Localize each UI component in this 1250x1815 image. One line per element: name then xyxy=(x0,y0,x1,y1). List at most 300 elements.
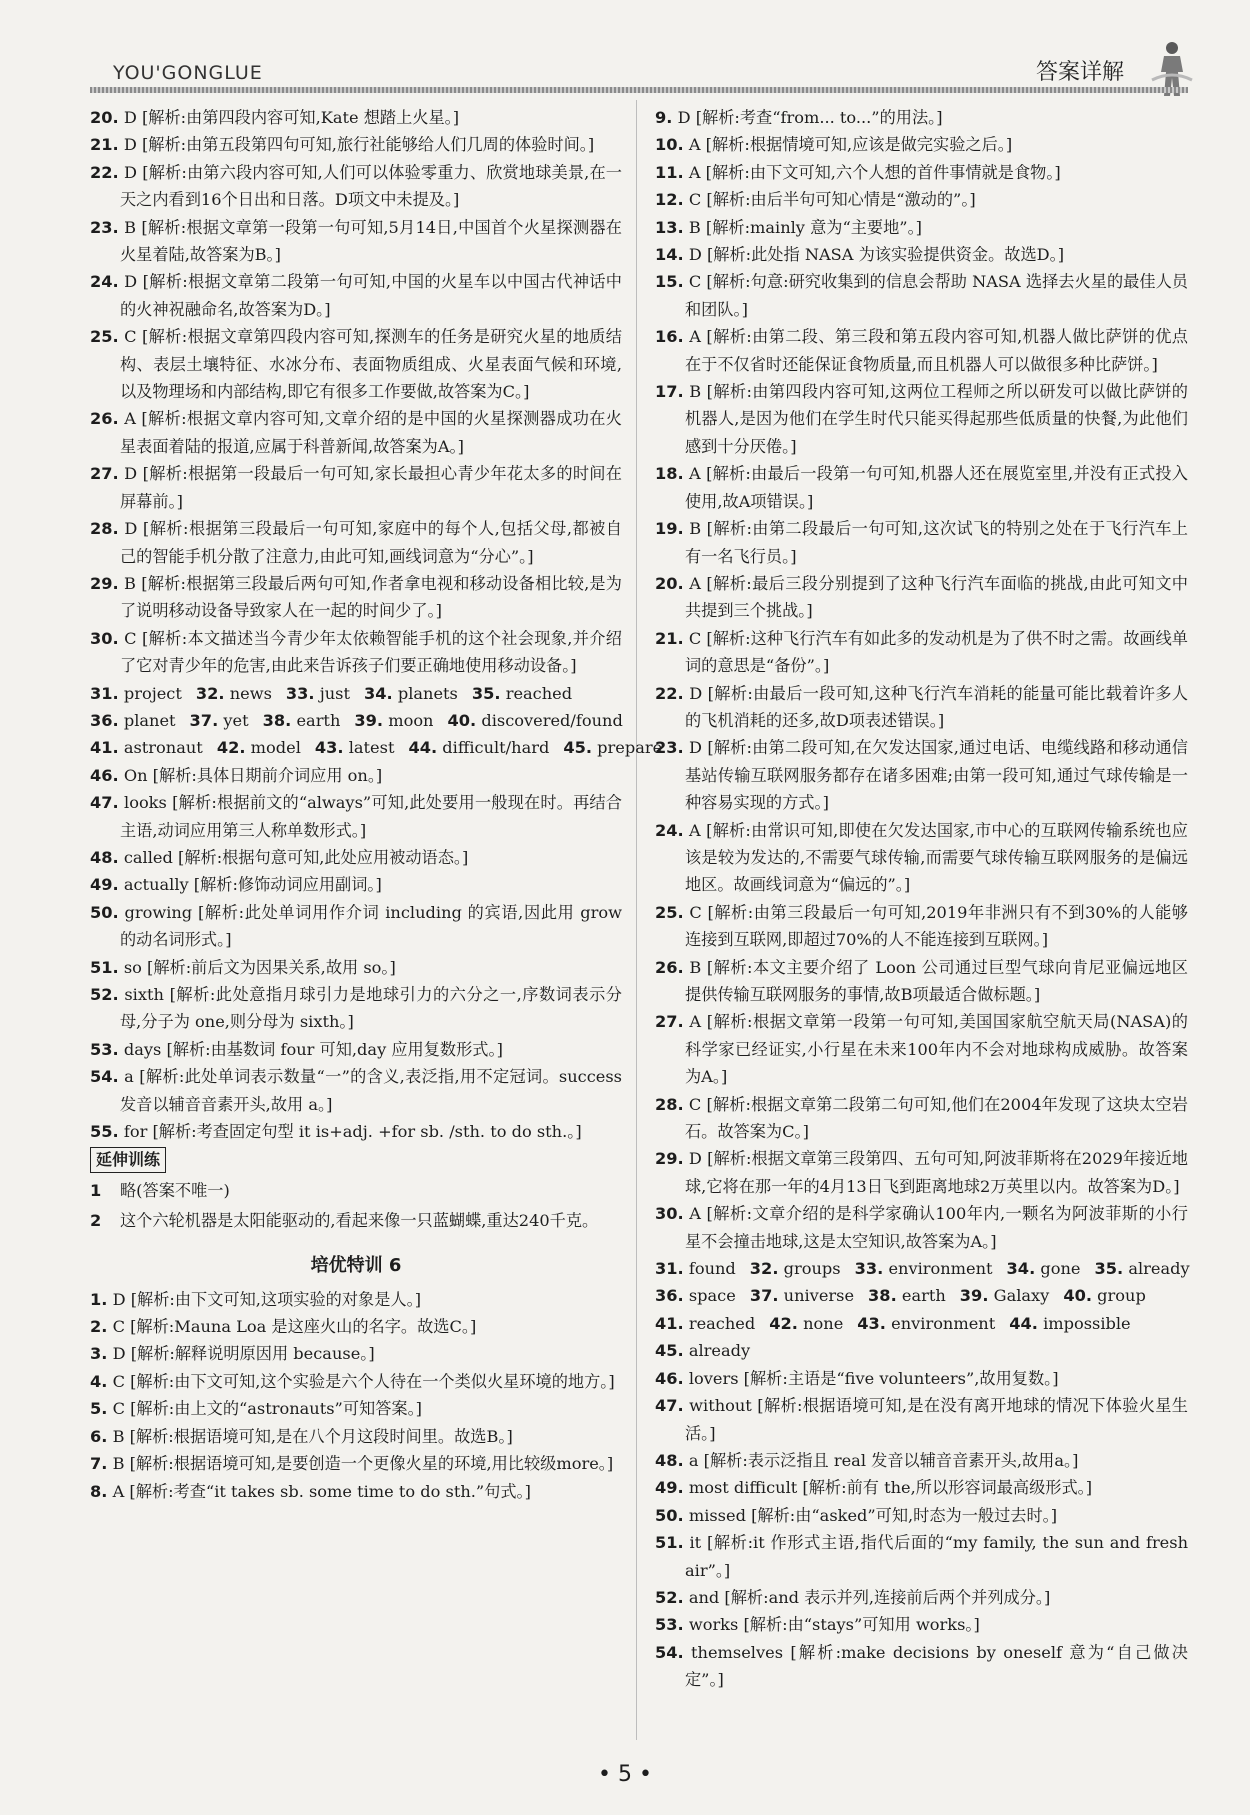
answer-entry xyxy=(90,214,622,269)
entry-text: A [解析:根据文章第一段第一句可知,美国国家航空航天局(NASA)的科学家已经证实,小行星在未来100年内不会对地球构成威胁。故答案为A。] xyxy=(685,1012,1188,1087)
answer-entry xyxy=(90,515,622,570)
answer-word: reached xyxy=(505,683,573,703)
answer-entry xyxy=(655,186,1188,213)
entry-number: 15. xyxy=(655,272,684,292)
answer-number: 41. xyxy=(655,1313,684,1333)
answer-entry xyxy=(90,104,622,131)
section-title: 培优特训 6 xyxy=(310,1255,402,1277)
answer-number: 44. xyxy=(408,738,438,758)
answer-word: already xyxy=(1128,1259,1190,1279)
extension-text: 略(答案不唯一) xyxy=(120,1181,230,1201)
entry-text: D [解析:根据第三段最后一句可知,家庭中的每个人,包括父母,都被自己的智能手机分散了注意力,由此可知,画线词意为“分心”。] xyxy=(120,519,622,566)
entry-text: A [解析:由第二段、第三段和第五段内容可知,机器人做比萨饼的优点在于不仅省时还能保证食物质量,而且机器人可以做很多种比萨饼。] xyxy=(685,327,1188,374)
entry-number: 49. xyxy=(90,875,119,895)
entry-text: and [解析:and 表示并列,连接前后两个并列成分。] xyxy=(688,1587,1051,1607)
answer-entry xyxy=(90,460,622,515)
answer-number: 43. xyxy=(314,738,344,758)
entry-number: 24. xyxy=(90,272,119,292)
left-column xyxy=(90,104,663,1505)
entry-number: 22. xyxy=(655,683,684,703)
entry-text: A [解析:根据情境可知,应该是做完实验之后。] xyxy=(688,135,1013,155)
answer-word: discovered/found xyxy=(481,710,623,730)
answer-word: none xyxy=(803,1313,844,1333)
answer-entry xyxy=(90,570,622,625)
answer-entry xyxy=(90,1036,622,1063)
entry-text: A [解析:由常识可知,即使在欠发达国家,市中心的互联网传输系统也应该是较为发达的,不需要气球传输,而需要气球传输互联网服务的是偏远地区。故画线词意为“偏远的”。] xyxy=(685,820,1188,895)
answer-entry xyxy=(655,460,1188,515)
entry-number: 18. xyxy=(655,464,684,484)
answer-cell xyxy=(354,707,433,734)
answer-cell xyxy=(655,1255,736,1282)
answer-number: 45. xyxy=(655,1341,684,1361)
answer-word: project xyxy=(123,683,182,703)
answer-cell xyxy=(855,1255,993,1282)
answer-word: planet xyxy=(123,710,176,730)
answer-entry xyxy=(655,1584,1188,1611)
header-title: 答案详解 xyxy=(1036,60,1125,85)
brand-logo-text: YOU'GONGLUE xyxy=(113,62,263,84)
entry-text: C [解析:根据文章第四段内容可知,探测车的任务是研究火星的地质结构、表层土壤特征、水冰分布、表面物质组成、火星表面气候和环境,以及物理场和内部结构,即它有很多工作要做,故答案为C。] xyxy=(120,327,622,402)
answer-entry xyxy=(655,1529,1188,1584)
answer-entry xyxy=(655,954,1188,1009)
answer-cell xyxy=(196,680,272,707)
answer-entry xyxy=(655,131,1188,158)
entry-text: D [解析:由第六段内容可知,人们可以体验零重力、欣赏地球美景,在一天之内看到16个日出和日落。D项文中未提及。] xyxy=(120,162,622,210)
entry-text: sixth [解析:此处意指月球引力是地球引力的六分之一,序数词表示分母,分子为 one,则分母为 sixth。] xyxy=(120,985,622,1032)
answer-entry xyxy=(90,323,622,405)
answer-row xyxy=(655,1337,1188,1364)
extension-item xyxy=(90,1177,622,1204)
answer-entry xyxy=(655,515,1188,570)
entry-text: A [解析:由下文可知,六个人想的首件事情就是食物。] xyxy=(688,162,1061,182)
entry-number: 52. xyxy=(655,1587,684,1607)
answer-number: 43. xyxy=(857,1313,886,1333)
answer-number: 44. xyxy=(1009,1313,1038,1333)
answer-entry xyxy=(655,680,1188,735)
entry-number: 54. xyxy=(655,1642,684,1662)
entry-text: D [解析:考查“from... to...”的用法。] xyxy=(677,108,943,127)
entry-number: 30. xyxy=(655,1204,684,1224)
entry-text: B [解析:根据语境可知,是在八个月这段时间里。故选B。] xyxy=(112,1426,513,1446)
answer-entry xyxy=(655,1365,1188,1392)
answer-number: 39. xyxy=(959,1286,989,1306)
answer-entry xyxy=(655,159,1188,186)
answer-entry xyxy=(655,104,1188,131)
answer-number: 37. xyxy=(189,710,219,730)
answer-number: 42. xyxy=(769,1313,798,1333)
entry-text: missed [解析:由“asked”可知,时态为一般过去时。] xyxy=(688,1505,1058,1525)
entry-number: 23. xyxy=(90,217,119,237)
answer-cell xyxy=(408,734,549,761)
entry-number: 53. xyxy=(655,1615,684,1635)
answer-word: Galaxy xyxy=(993,1286,1050,1306)
entry-number: 16. xyxy=(655,327,684,347)
answer-entry xyxy=(655,1091,1188,1146)
answer-word: prepare xyxy=(597,738,663,758)
extension-text: 这个六轮机器是太阳能驱动的,看起来像一只蓝蝴蝶,重达240千克。 xyxy=(120,1210,599,1230)
answer-number: 37. xyxy=(749,1286,779,1306)
entry-number: 21. xyxy=(90,135,119,155)
answer-cell xyxy=(286,680,350,707)
answer-number: 32. xyxy=(749,1259,779,1279)
entry-number: 48. xyxy=(90,847,119,867)
entry-number: 50. xyxy=(655,1505,684,1525)
answer-entry xyxy=(90,625,622,680)
entry-number: 20. xyxy=(90,108,119,127)
extension-number: 2 xyxy=(90,1210,102,1230)
entry-number: 52. xyxy=(90,985,119,1004)
entry-text: C [解析:由后半句可知心情是“激动的”。] xyxy=(688,190,976,210)
entry-text: D [解析:由第五段第四句可知,旅行社能够给人们几周的体验时间。] xyxy=(123,135,595,155)
entry-text: growing [解析:此处单词用作介词 including 的宾语,因此用 grow 的动名词形式。] xyxy=(120,902,622,950)
answer-entry xyxy=(655,625,1188,680)
answer-entry xyxy=(655,570,1188,625)
answer-entry xyxy=(655,1611,1188,1638)
entry-text: D [解析:由第二段可知,在欠发达国家,通过电话、电缆线路和移动通信基站传输互联网服务都存在诸多困难;由第一段可知,通过气球传输是一种容易实现的方式。] xyxy=(685,738,1188,813)
answer-cell xyxy=(90,680,182,707)
answer-cell xyxy=(1063,1282,1145,1309)
left-answer-rows xyxy=(90,680,663,762)
answer-number: 33. xyxy=(854,1259,884,1279)
answer-cell xyxy=(90,734,203,761)
entry-text: C [解析:由下文可知,这个实验是六个人待在一个类似火星环境的地方。] xyxy=(112,1371,615,1391)
entry-text: D [解析:根据文章第二段第一句可知,中国的火星车以中国古代神话中的火神祝融命名,故答案为D。] xyxy=(120,272,622,319)
entry-text: B [解析:本文主要介绍了 Loon 公司通过巨型气球向肯尼亚偏远地区提供传输互联网服务的事情,故B项最适合做标题。] xyxy=(685,957,1188,1004)
answer-word: space xyxy=(688,1286,736,1306)
answer-cell xyxy=(857,1310,995,1337)
answer-entry xyxy=(90,1286,622,1313)
entry-number: 25. xyxy=(655,902,684,922)
answer-entry xyxy=(655,1639,1188,1694)
answer-entry xyxy=(655,241,1188,268)
answer-word: model xyxy=(250,738,301,758)
right-entries xyxy=(655,104,1188,1255)
entry-text: D [解析:根据第一段最后一句可知,家长最担心青少年花太多的时间在屏幕前。] xyxy=(120,464,622,511)
extension-items xyxy=(90,1177,622,1234)
answer-entry xyxy=(90,871,622,898)
answer-row xyxy=(655,1310,1188,1337)
answer-entry xyxy=(90,131,622,158)
entry-text: D [解析:由最后一段可知,这种飞行汽车消耗的能量可能比载着许多人的飞机消耗的还多,故D项表述错误。] xyxy=(685,683,1188,730)
extension-number: 1 xyxy=(90,1181,102,1201)
entry-text: C [解析:句意:研究收集到的信息会帮助 NASA 选择去火星的最佳人员和团队。] xyxy=(685,272,1188,319)
answer-cell xyxy=(750,1282,854,1309)
answer-entry xyxy=(655,899,1188,954)
answer-entry xyxy=(90,405,622,460)
entry-number: 10. xyxy=(655,135,684,155)
entry-text: themselves [解析:make decisions by oneself 意为“自己做决定”。] xyxy=(685,1642,1188,1690)
entry-text: so [解析:前后文为因果关系,故用 so。] xyxy=(123,957,396,977)
entry-number: 19. xyxy=(655,519,684,539)
entry-number: 51. xyxy=(655,1533,684,1553)
left-entries-2 xyxy=(90,762,622,1146)
entry-number: 17. xyxy=(655,382,684,402)
answer-word: astronaut xyxy=(123,738,203,758)
entry-number: 27. xyxy=(90,464,119,484)
entry-text: C [解析:根据文章第二段第二句可知,他们在2004年发现了这块太空岩石。故答案为C。] xyxy=(685,1094,1188,1142)
entry-text: B [解析:由第四段内容可知,这两位工程师之所以研发可以做比萨饼的机器人,是因为他们在学生时代只能买得起那些低质量的快餐,为此他们感到十分厌倦。] xyxy=(685,382,1188,456)
entry-number: 27. xyxy=(655,1012,684,1032)
answer-cell xyxy=(1095,1255,1190,1282)
right-answer-rows xyxy=(655,1255,1188,1365)
answer-cell xyxy=(750,1255,841,1282)
answer-cell xyxy=(190,707,249,734)
answer-entry xyxy=(655,323,1188,378)
answer-number: 45. xyxy=(563,738,593,758)
entry-number: 49. xyxy=(655,1478,684,1498)
entry-number: 20. xyxy=(655,573,684,593)
answer-word: yet xyxy=(223,710,249,730)
entry-number: 48. xyxy=(655,1450,684,1470)
entry-text: C [解析:Mauna Loa 是这座火山的名字。故选C。] xyxy=(112,1317,477,1337)
answer-entry xyxy=(655,268,1188,323)
answer-cell xyxy=(472,680,572,707)
answer-entry xyxy=(90,1450,622,1477)
answer-word: environment xyxy=(891,1313,996,1333)
section-entries xyxy=(90,1286,622,1505)
entry-number: 4. xyxy=(90,1371,108,1391)
answer-number: 38. xyxy=(262,710,292,730)
entry-text: B [解析:由第二段最后一句可知,这次试飞的特别之处在于飞行汽车上有一名飞行员。] xyxy=(685,519,1188,566)
entry-text: C [解析:本文描述当今青少年太依赖智能手机的这个社会现象,并介绍了它对青少年的危害,由此来告诉孩子们要正确地使用移动设备。] xyxy=(120,628,622,676)
answer-word: planets xyxy=(397,683,458,703)
entry-number: 13. xyxy=(655,217,684,237)
answer-number: 36. xyxy=(655,1286,684,1306)
answer-number: 42. xyxy=(216,738,246,758)
answer-word: environment xyxy=(888,1259,993,1279)
entry-number: 1. xyxy=(90,1289,108,1309)
answer-number: 34. xyxy=(364,683,393,703)
answer-cell xyxy=(960,1282,1050,1309)
answer-cell xyxy=(868,1282,946,1309)
answer-entry xyxy=(655,214,1188,241)
entry-text: B [解析:根据文章第一段第一句可知,5月14日,中国首个火星探测器在火星着陆,故答案为B。] xyxy=(120,217,622,265)
answer-entry xyxy=(655,817,1188,899)
entry-number: 46. xyxy=(655,1368,684,1388)
entry-number: 3. xyxy=(90,1344,108,1364)
page-number: • 5 • xyxy=(598,1762,652,1787)
entry-number: 25. xyxy=(90,327,119,347)
answer-number: 40. xyxy=(1063,1286,1093,1306)
entry-text: B [解析:mainly 意为“主要地”。] xyxy=(688,217,922,237)
entry-number: 55. xyxy=(90,1122,119,1142)
answer-number: 36. xyxy=(90,710,119,730)
entry-number: 28. xyxy=(90,519,119,539)
entry-number: 30. xyxy=(90,628,119,648)
answer-word: difficult/hard xyxy=(442,738,550,758)
answer-entry xyxy=(90,1063,622,1118)
answer-word: already xyxy=(688,1341,751,1361)
answer-entry xyxy=(90,1313,622,1340)
entry-number: 14. xyxy=(655,245,684,265)
answer-word: earth xyxy=(901,1286,946,1306)
entry-number: 6. xyxy=(90,1426,108,1446)
answer-entry xyxy=(90,1368,622,1395)
answer-row xyxy=(655,1282,1188,1309)
left-entries xyxy=(90,104,622,680)
entry-number: 5. xyxy=(90,1399,108,1419)
answer-number: 35. xyxy=(1094,1259,1124,1279)
entry-text: without [解析:根据语境可知,是在没有离开地球的情况下体验火星生活。] xyxy=(685,1396,1188,1443)
answer-number: 31. xyxy=(90,683,119,703)
right-column xyxy=(655,104,1188,1694)
entry-text: a [解析:此处单词表示数量“一”的含义,表泛指,用不定冠词。success 发音以辅音音素开头,故用 a。] xyxy=(120,1067,622,1114)
entry-number: 28. xyxy=(655,1094,684,1114)
answer-word: impossible xyxy=(1043,1313,1131,1333)
answer-row xyxy=(90,680,622,707)
entry-text: C [解析:由上文的“astronauts”可知答案。] xyxy=(112,1399,422,1419)
answer-word: gone xyxy=(1040,1259,1081,1279)
entry-number: 53. xyxy=(90,1039,119,1059)
answer-entry xyxy=(90,1478,622,1505)
entry-text: A [解析:根据文章内容可知,文章介绍的是中国的火星探测器成功在火星表面着陆的报道,应属于科普新闻,故答案为A。] xyxy=(120,409,622,456)
header-rule xyxy=(90,87,1188,93)
entry-text: D [解析:由第四段内容可知,Kate 想踏上火星。] xyxy=(123,108,460,127)
entry-text: it [解析:it 作形式主语,指代后面的“my family, the sun and fresh air”。] xyxy=(685,1533,1188,1580)
answer-entry xyxy=(655,1145,1188,1200)
entry-text: D [解析:解释说明原因用 because。] xyxy=(112,1344,375,1364)
answer-cell xyxy=(563,734,662,761)
entry-text: B [解析:根据语境可知,是要创造一个更像火星的环境,用比较级more。] xyxy=(112,1454,614,1474)
entry-text: A [解析:考查“it takes sb. some time to do sth.”句式。] xyxy=(112,1481,531,1501)
answer-entry xyxy=(655,1392,1188,1447)
entry-text: On [解析:具体日期前介词应用 on。] xyxy=(123,765,383,785)
answer-row xyxy=(90,707,622,734)
answer-entry xyxy=(90,159,622,214)
entry-text: actually [解析:修饰动词应用副词。] xyxy=(123,875,382,895)
entry-number: 29. xyxy=(655,1149,684,1169)
answer-word: earth xyxy=(296,710,341,730)
answer-entry xyxy=(655,734,1188,816)
answer-cell xyxy=(1007,1255,1081,1282)
entry-number: 11. xyxy=(655,162,684,182)
answer-entry xyxy=(90,844,622,871)
entry-number: 22. xyxy=(90,162,119,182)
entry-text: A [解析:文章介绍的是科学家确认100年内,一颗名为阿波菲斯的小行星不会撞击地球,这是太空知识,故答案为A。] xyxy=(685,1204,1188,1251)
column-divider xyxy=(636,100,637,1740)
right-entries-2 xyxy=(655,1365,1188,1694)
answer-number: 32. xyxy=(195,683,225,703)
entry-number: 26. xyxy=(655,957,684,977)
answer-word: group xyxy=(1097,1286,1146,1306)
answer-entry xyxy=(90,954,622,981)
answer-cell xyxy=(1009,1310,1130,1337)
answer-cell xyxy=(655,1337,750,1364)
entry-text: D [解析:根据文章第三段第四、五句可知,阿波菲斯将在2029年接近地球,它将在那一年的4月13日飞到距离地球2万英里以内。故答案为D。] xyxy=(685,1149,1188,1196)
answer-number: 38. xyxy=(868,1286,897,1306)
answer-cell xyxy=(769,1310,843,1337)
answer-word: reached xyxy=(688,1313,756,1333)
entry-number: 7. xyxy=(90,1454,108,1474)
extension-item xyxy=(90,1207,622,1234)
entry-number: 23. xyxy=(655,738,684,758)
entry-number: 51. xyxy=(90,957,119,977)
entry-text: works [解析:由“stays”可知用 works。] xyxy=(688,1615,980,1635)
answer-number: 35. xyxy=(471,683,501,703)
answer-entry xyxy=(655,1447,1188,1474)
entry-text: B [解析:根据第三段最后两句可知,作者拿电视和移动设备相比较,是为了说明移动设备导致家人在一起的时间少了。] xyxy=(120,573,622,621)
entry-number: 50. xyxy=(90,902,119,922)
answer-cell xyxy=(263,707,341,734)
answer-entry xyxy=(90,981,622,1036)
entry-number: 46. xyxy=(90,765,119,785)
entry-text: called [解析:根据句意可知,此处应用被动语态。] xyxy=(123,847,469,867)
answer-number: 31. xyxy=(655,1259,684,1279)
answer-entry xyxy=(90,899,622,954)
answer-entry xyxy=(90,1340,622,1367)
answer-cell xyxy=(90,707,176,734)
entry-number: 21. xyxy=(655,628,684,648)
answer-word: latest xyxy=(348,738,395,758)
answer-cell xyxy=(655,1310,755,1337)
entry-number: 54. xyxy=(90,1067,119,1087)
answer-cell xyxy=(364,680,458,707)
answer-entry xyxy=(655,1474,1188,1501)
answer-cell xyxy=(315,734,395,761)
entry-number: 2. xyxy=(90,1317,108,1337)
answer-word: moon xyxy=(388,710,434,730)
entry-number: 26. xyxy=(90,409,119,429)
answer-word: news xyxy=(229,683,272,703)
answer-word: groups xyxy=(783,1259,841,1279)
answer-entry xyxy=(655,1502,1188,1529)
answer-entry xyxy=(655,1008,1188,1090)
answer-entry xyxy=(655,1200,1188,1255)
answer-number: 39. xyxy=(354,710,384,730)
extension-heading: 延伸训练 xyxy=(90,1147,166,1173)
answer-entry xyxy=(90,762,622,789)
entry-text: D [解析:由下文可知,这项实验的对象是人。] xyxy=(112,1289,422,1309)
answer-word: found xyxy=(688,1259,736,1279)
entry-text: C [解析:由第三段最后一句可知,2019年非洲只有不到30%的人能够连接到互联网,即超过70%的人不能连接到互联网。] xyxy=(685,902,1188,950)
entry-text: D [解析:此处指 NASA 为该实验提供资金。故选D。] xyxy=(688,245,1065,265)
answer-word: universe xyxy=(783,1286,855,1306)
answer-number: 41. xyxy=(90,738,119,758)
answer-number: 34. xyxy=(1006,1259,1036,1279)
entry-text: days [解析:由基数词 four 可知,day 应用复数形式。] xyxy=(123,1039,503,1059)
entry-number: 47. xyxy=(90,793,119,813)
answer-word: just xyxy=(319,683,350,703)
entry-number: 29. xyxy=(90,573,119,593)
entry-number: 24. xyxy=(655,820,684,840)
entry-text: lovers [解析:主语是“five volunteers”,故用复数。] xyxy=(688,1368,1059,1388)
entry-text: a [解析:表示泛指且 real 发音以辅音音素开头,故用a。] xyxy=(688,1450,1079,1470)
answer-entry xyxy=(90,1118,622,1145)
entry-number: 8. xyxy=(90,1481,108,1501)
answer-cell xyxy=(217,734,301,761)
answer-number: 33. xyxy=(285,683,315,703)
entry-text: A [解析:最后三段分别提到了这种飞行汽车面临的挑战,由此可知文中共提到三个挑战。] xyxy=(685,573,1188,621)
entry-text: for [解析:考查固定句型 it is+adj. +for sb. /sth. to do sth.。] xyxy=(123,1122,582,1142)
page-header xyxy=(0,0,1250,100)
entry-number: 12. xyxy=(655,190,684,210)
answer-entry xyxy=(90,1395,622,1422)
answer-entry xyxy=(90,789,622,844)
entry-number: 9. xyxy=(655,108,673,127)
answer-cell xyxy=(448,707,623,734)
answer-row xyxy=(655,1255,1188,1282)
entry-text: looks [解析:根据前文的“always”可知,此处要用一般现在时。再结合主语,动词应用第三人称单数形式。] xyxy=(120,793,622,840)
answer-entry xyxy=(90,268,622,323)
answer-cell xyxy=(655,1282,736,1309)
answer-row xyxy=(90,734,663,761)
entry-number: 47. xyxy=(655,1396,684,1416)
answer-entry xyxy=(90,1423,622,1450)
answer-number: 40. xyxy=(447,710,477,730)
entry-text: C [解析:这种飞行汽车有如此多的发动机是为了供不时之需。故画线单词的意思是“备份”。] xyxy=(685,628,1188,676)
entry-text: most difficult [解析:前有 the,所以形容词最高级形式。] xyxy=(688,1478,1093,1498)
entry-text: A [解析:由最后一段第一句可知,机器人还在展览室里,并没有正式投入使用,故A项错误。] xyxy=(685,464,1188,511)
